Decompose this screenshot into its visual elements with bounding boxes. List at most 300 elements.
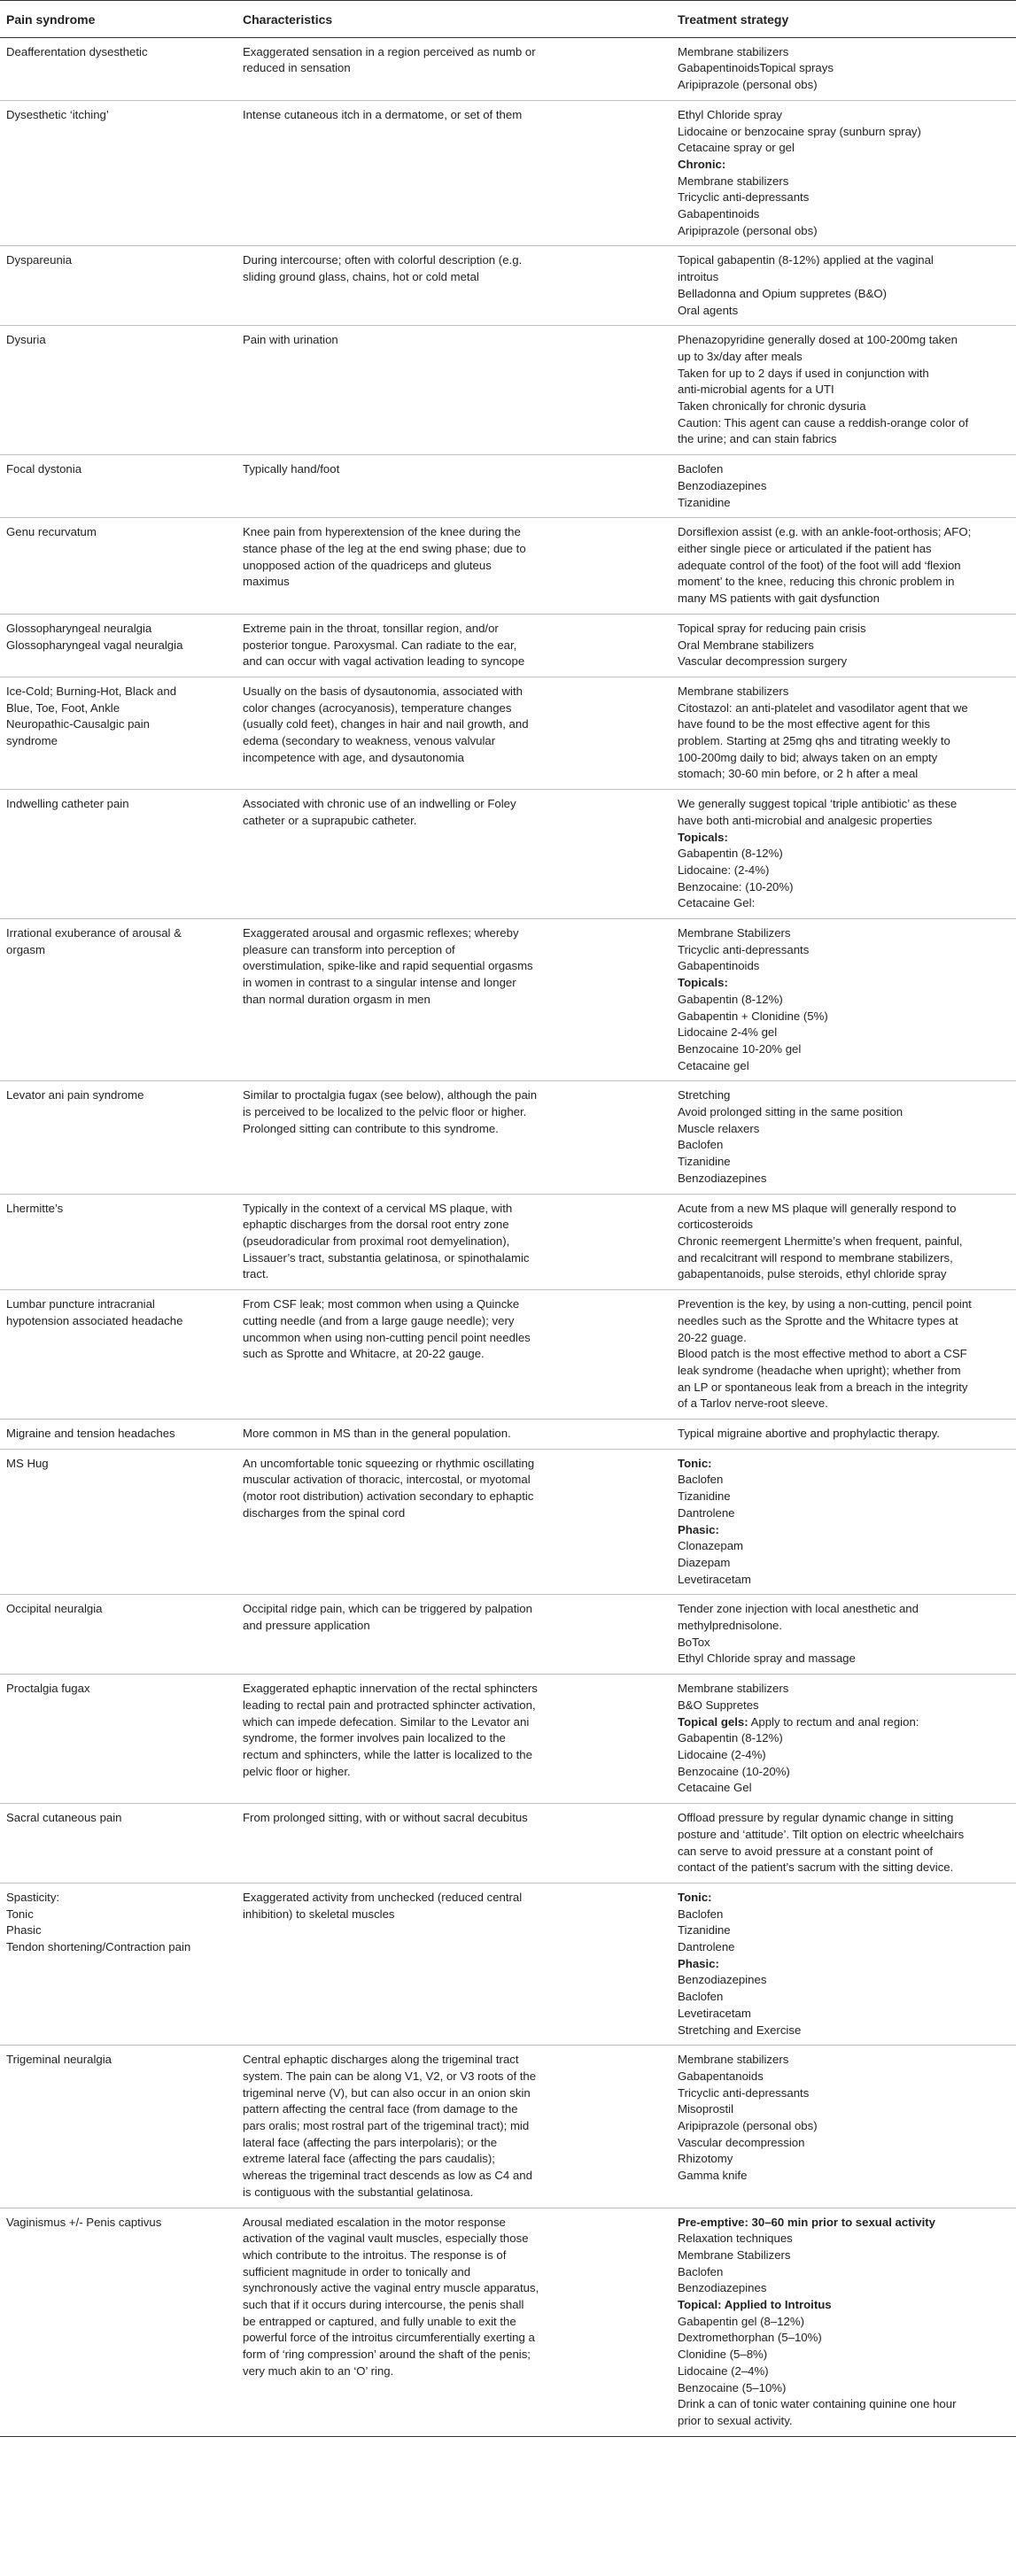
- pain-syndrome-line: Tonic: [6, 1907, 34, 1921]
- pain-syndrome-line: Ice-Cold; Burning-Hot, Black and: [6, 684, 177, 698]
- characteristics-line: edema (secondary to weakness, venous valvular: [243, 734, 496, 748]
- table-row: [0, 790, 1016, 919]
- treatment-line: We generally suggest topical ‘triple antibiotic’ as these: [678, 797, 958, 811]
- treatment-subheading-note: Apply to rectum and anal region:: [748, 1714, 919, 1729]
- treatment-line: Tizanidine: [678, 1923, 731, 1938]
- pain-syndrome-line: Levator ani pain syndrome: [6, 1088, 144, 1102]
- treatment-subheading: Chronic:: [678, 157, 726, 171]
- pain-syndrome-cell: [0, 919, 237, 1081]
- table-row: [0, 677, 1016, 789]
- pain-syndrome-line: Vaginismus +/- Penis captivus: [6, 2215, 162, 2229]
- characteristics-line: is perceived to be localized to the pelvic floor or higher.: [243, 1105, 527, 1119]
- pain-syndrome-cell: [0, 614, 237, 677]
- characteristics-line: color changes (acrocyanosis), temperature changes: [243, 700, 512, 715]
- characteristics-line: ephaptic discharges from the dorsal root entry zone: [243, 1218, 509, 1232]
- treatment-line: Benzodiazepines: [678, 1171, 767, 1185]
- characteristics-cell: [237, 246, 671, 326]
- treatment-line: Lidocaine: (2-4%): [678, 863, 770, 877]
- pain-syndrome-cell: [0, 677, 237, 789]
- characteristics-cell: [237, 1449, 671, 1595]
- pain-syndrome-cell: [0, 246, 237, 326]
- characteristics-line: is contiguous with the substantial gelatinosa.: [243, 2185, 474, 2199]
- pain-syndrome-line: Phasic: [6, 1923, 42, 1938]
- pain-syndrome-cell: [0, 790, 237, 919]
- table-row: [0, 919, 1016, 1081]
- treatment-line: Topical gabapentin (8-12%) applied at the vaginal: [678, 253, 934, 267]
- treatment-line: Acute from a new MS plaque will generally respond to: [678, 1201, 957, 1215]
- pain-syndrome-line: Migraine and tension headaches: [6, 1427, 175, 1441]
- treatment-line: Drink a can of tonic water containing quinine one hour: [678, 2397, 957, 2411]
- characteristics-line: sufficient magnitude in order to tonically and: [243, 2264, 471, 2278]
- characteristics-line: Exaggerated arousal and orgasmic reflexes; whereby: [243, 926, 519, 940]
- pain-syndrome-line: Indwelling catheter pain: [6, 797, 129, 811]
- characteristics-line: inhibition) to skeletal muscles: [243, 1907, 395, 1921]
- treatment-line: Oral Membrane stabilizers: [678, 638, 814, 652]
- treatment-cell: [671, 919, 1016, 1081]
- characteristics-cell: [237, 100, 671, 246]
- treatment-line: Benzocaine 10-20% gel: [678, 1041, 802, 1056]
- treatment-line: have found to be the most effective agent for this: [678, 717, 930, 731]
- treatment-line: anti-microbial agents for a UTI: [678, 383, 834, 397]
- characteristics-line: sliding ground glass, chains, hot or cold metal: [243, 270, 479, 284]
- pain-syndrome-line: orgasm: [6, 942, 45, 956]
- treatment-cell: [671, 1449, 1016, 1595]
- treatment-line: Gamma knife: [678, 2169, 748, 2183]
- table-row: [0, 614, 1016, 677]
- pain-syndrome-cell: [0, 1290, 237, 1420]
- treatment-line: 20-22 guage.: [678, 1330, 747, 1344]
- treatment-line: posture and ‘attitude’. Tilt option on electric wheelchairs: [678, 1827, 965, 1841]
- treatment-line: have both anti-microbial and analgesic properties: [678, 813, 933, 827]
- characteristics-line: cutting needle (and from a large gauge needle); very: [243, 1313, 515, 1327]
- treatment-line: Stretching: [678, 1088, 731, 1102]
- pain-syndrome-line: Tendon shortening/Contraction pain: [6, 1940, 191, 1954]
- table-row: [0, 1290, 1016, 1420]
- characteristics-cell: [237, 2046, 671, 2208]
- characteristics-line: Usually on the basis of dysautonomia, associated with: [243, 684, 523, 698]
- treatment-line: the urine; and can stain fabrics: [678, 432, 837, 446]
- pain-syndrome-line: Sacral cutaneous pain: [6, 1811, 122, 1825]
- treatment-line: Typical migraine abortive and prophylactic therapy.: [678, 1427, 940, 1441]
- treatment-cell: [671, 614, 1016, 677]
- treatment-cell: [671, 2208, 1016, 2436]
- treatment-line: problem. Starting at 25mg qhs and titrating weekly to: [678, 734, 950, 748]
- treatment-line: Cetacaine Gel:: [678, 896, 756, 910]
- column-header-pain-syndrome: Pain syndrome: [0, 1, 237, 38]
- treatment-line: adequate control of the foot) of the foot will add ‘flexion: [678, 558, 961, 572]
- treatment-line: gabapentanoids, pulse steroids, ethyl chloride spray: [678, 1267, 947, 1281]
- characteristics-cell: [237, 37, 671, 100]
- treatment-subheading: Phasic:: [678, 1956, 719, 1970]
- treatment-line: Gabapentin (8-12%): [678, 992, 783, 1006]
- treatment-line: Dantrolene: [678, 1505, 735, 1520]
- treatment-line: Ethyl Chloride spray and massage: [678, 1652, 856, 1666]
- treatment-line: Clonidine (5–8%): [678, 2348, 768, 2362]
- pain-syndrome-line: Blue, Toe, Foot, Ankle: [6, 700, 120, 715]
- treatment-line: Cetacaine gel: [678, 1058, 749, 1072]
- pain-syndrome-line: Irrational exuberance of arousal &: [6, 926, 182, 940]
- table-row: [0, 2046, 1016, 2208]
- treatment-line: Offload pressure by regular dynamic change in sitting: [678, 1811, 954, 1825]
- treatment-line: Benzocaine: (10-20%): [678, 879, 794, 893]
- table-row: [0, 37, 1016, 100]
- treatment-line: Membrane stabilizers: [678, 2053, 789, 2067]
- pain-syndrome-cell: [0, 1081, 237, 1194]
- characteristics-line: trigeminal nerve (V), but can also occur in an onion skin: [243, 2085, 531, 2100]
- treatment-line: leak syndrome (headache when upright); whether from: [678, 1363, 961, 1377]
- pain-syndrome-line: syndrome: [6, 734, 58, 748]
- treatment-subheading: Pre-emptive: 30–60 min prior to sexual activity: [678, 2215, 935, 2229]
- treatment-line: Citostazol: an anti-platelet and vasodilator agent that we: [678, 700, 968, 715]
- treatment-line: Topical spray for reducing pain crisis: [678, 621, 866, 635]
- table-row: [0, 326, 1016, 455]
- treatment-line: Blood patch is the most effective method to abort a CSF: [678, 1347, 967, 1361]
- treatment-line: stomach; 30-60 min before, or 2 h after a meal: [678, 767, 919, 781]
- treatment-line: Membrane Stabilizers: [678, 2247, 791, 2262]
- treatment-line: Tricyclic anti-depressants: [678, 190, 810, 205]
- pain-syndrome-line: Dysesthetic ‘itching’: [6, 107, 109, 121]
- treatment-line: Oral agents: [678, 303, 739, 317]
- treatment-cell: [671, 1595, 1016, 1675]
- characteristics-cell: [237, 677, 671, 789]
- characteristics-cell: [237, 518, 671, 615]
- treatment-line: Dantrolene: [678, 1940, 735, 1954]
- treatment-line: Benzodiazepines: [678, 478, 767, 492]
- treatment-line: Tizanidine: [678, 1155, 731, 1169]
- treatment-line: Phenazopyridine generally dosed at 100-200mg taken: [678, 333, 958, 347]
- treatment-line: Benzodiazepines: [678, 2281, 767, 2295]
- treatment-line: Dorsiflexion assist (e.g. with an ankle-foot-orthosis; AFO;: [678, 525, 972, 539]
- characteristics-line: An uncomfortable tonic squeezing or rhythmic oscillating: [243, 1456, 535, 1470]
- characteristics-line: Prolonged sitting can contribute to this syndrome.: [243, 1121, 499, 1135]
- treatment-cell: [671, 1883, 1016, 2045]
- pain-syndrome-line: Dysuria: [6, 333, 46, 347]
- pain-syndrome-cell: [0, 37, 237, 100]
- treatment-line: Lidocaine or benzocaine spray (sunburn spray): [678, 124, 921, 138]
- characteristics-line: very much akin to an ‘O’ ring.: [243, 2363, 394, 2378]
- table-header-row: [0, 1, 1016, 38]
- treatment-line: Prevention is the key, by using a non-cutting, pencil point: [678, 1297, 972, 1311]
- characteristics-cell: [237, 614, 671, 677]
- treatment-line: 100-200mg daily to bid; always taken on an empty: [678, 750, 938, 764]
- pain-syndrome-cell: [0, 326, 237, 455]
- treatment-line: Aripiprazole (personal obs): [678, 78, 818, 92]
- table-row: [0, 1883, 1016, 2045]
- characteristics-line: muscular activation of thoracic, intercostal, or myotomal: [243, 1473, 531, 1487]
- characteristics-line: pattern affecting the central face (from damage to the: [243, 2102, 518, 2116]
- pain-syndrome-cell: [0, 100, 237, 246]
- treatment-line: contact of the patient’s sacrum with the sitting device.: [678, 1860, 954, 1875]
- characteristics-line: catheter or a suprapubic catheter.: [243, 813, 417, 827]
- treatment-line: Tricyclic anti-depressants: [678, 942, 810, 956]
- treatment-line: can serve to avoid pressure at a constant point of: [678, 1844, 934, 1858]
- characteristics-line: pleasure can transform into perception of: [243, 942, 455, 956]
- treatment-line: Avoid prolonged sitting in the same position: [678, 1105, 904, 1119]
- treatment-line: many MS patients with gait dysfunction: [678, 592, 880, 606]
- treatment-line: Baclofen: [678, 1473, 724, 1487]
- treatment-cell: [671, 455, 1016, 518]
- pain-syndrome-cell: [0, 518, 237, 615]
- treatment-line: Gabapentinoids: [678, 207, 760, 221]
- characteristics-line: Knee pain from hyperextension of the knee during the: [243, 525, 521, 539]
- characteristics-line: Arousal mediated escalation in the motor response: [243, 2215, 506, 2229]
- treatment-line: Benzodiazepines: [678, 1973, 767, 1987]
- characteristics-line: stance phase of the leg at the end swing phase; due to: [243, 541, 526, 555]
- characteristics-cell: [237, 1420, 671, 1450]
- characteristics-line: Associated with chronic use of an indwelling or Foley: [243, 797, 516, 811]
- characteristics-line: Exaggerated activity from unchecked (reduced central: [243, 1890, 523, 1904]
- pain-syndrome-line: Occipital neuralgia: [6, 1602, 103, 1616]
- table-row: [0, 1081, 1016, 1194]
- treatment-line: Baclofen: [678, 1907, 724, 1921]
- characteristics-line: From CSF leak; most common when using a Quincke: [243, 1297, 520, 1311]
- treatment-line: Chronic reemergent Lhermitte’s when frequent, painful,: [678, 1234, 963, 1248]
- table-row: [0, 455, 1016, 518]
- treatment-line: Gabapentinoids: [678, 959, 760, 973]
- treatment-cell: [671, 1081, 1016, 1194]
- treatment-line: Lidocaine (2–4%): [678, 2363, 769, 2378]
- treatment-line: Aripiprazole (personal obs): [678, 2119, 818, 2133]
- treatment-line: either single piece or articulated if the patient has: [678, 541, 932, 555]
- characteristics-line: system. The pain can be along V1, V2, or V3 roots of the: [243, 2069, 537, 2083]
- treatment-line: corticosteroids: [678, 1218, 754, 1232]
- characteristics-line: pelvic floor or higher.: [243, 1764, 351, 1778]
- treatment-subheading: Topical: Applied to Introitus: [678, 2298, 832, 2312]
- characteristics-line: (pseudoradicular from proximal root demyelination),: [243, 1234, 510, 1248]
- treatment-line: Membrane stabilizers: [678, 174, 789, 188]
- pain-syndrome-line: Genu recurvatum: [6, 525, 97, 539]
- treatment-line: and recalcitrant will respond to membrane stabilizers,: [678, 1250, 953, 1265]
- pain-syndrome-line: Deafferentation dysesthetic: [6, 44, 148, 58]
- characteristics-cell: [237, 1883, 671, 2045]
- characteristics-cell: [237, 919, 671, 1081]
- characteristics-line: pars oralis; most rostral part of the trigeminal tract); mid: [243, 2119, 530, 2133]
- characteristics-cell: [237, 326, 671, 455]
- treatment-line: Taken chronically for chronic dysuria: [678, 399, 866, 414]
- pain-syndrome-cell: [0, 2046, 237, 2208]
- treatment-line: methylprednisolone.: [678, 1619, 783, 1633]
- characteristics-line: syndrome, the former involves pain localized to the: [243, 1731, 506, 1745]
- treatment-subheading: [678, 1714, 1007, 1731]
- characteristics-line: powerful force of the introitus circumferentially exerting a: [243, 2331, 535, 2345]
- treatment-line: Gabapentin (8-12%): [678, 1731, 783, 1745]
- characteristics-line: maximus: [243, 575, 290, 589]
- characteristics-line: During intercourse; often with colorful description (e.g.: [243, 253, 523, 267]
- treatment-cell: [671, 326, 1016, 455]
- table-row: [0, 1449, 1016, 1595]
- treatment-line: GabapentinoidsTopical sprays: [678, 61, 834, 75]
- characteristics-line: Typically hand/foot: [243, 462, 340, 476]
- treatment-line: Cetacaine spray or gel: [678, 141, 795, 155]
- treatment-line: Gabapentin + Clonidine (5%): [678, 1009, 828, 1023]
- treatment-line: Cetacaine Gel: [678, 1781, 752, 1795]
- treatment-line: Taken for up to 2 days if used in conjunction with: [678, 366, 929, 380]
- characteristics-line: and can occur with vagal activation leading to syncope: [243, 654, 525, 669]
- treatment-line: Aripiprazole (personal obs): [678, 223, 818, 237]
- pain-syndrome-line: MS Hug: [6, 1456, 49, 1470]
- treatment-cell: [671, 1194, 1016, 1290]
- table-row: [0, 246, 1016, 326]
- table-row: [0, 2208, 1016, 2436]
- characteristics-line: such as Sprotte and Whitacre, at 20-22 gauge.: [243, 1347, 485, 1361]
- treatment-subheading: Topicals:: [678, 976, 728, 990]
- treatment-line: Vascular decompression: [678, 2135, 805, 2149]
- treatment-subheading-label: Topical gels:: [678, 1714, 748, 1729]
- treatment-line: Gabapentin (8-12%): [678, 847, 783, 861]
- characteristics-line: unopposed action of the quadriceps and gluteus: [243, 558, 492, 572]
- treatment-line: Gabapentanoids: [678, 2069, 764, 2083]
- characteristics-line: which can impede defecation. Similar to the Levator ani: [243, 1714, 530, 1729]
- characteristics-line: whereas the trigeminal tract descends as low as C4 and: [243, 2169, 532, 2183]
- treatment-cell: [671, 246, 1016, 326]
- treatment-line: Membrane stabilizers: [678, 684, 789, 698]
- treatment-line: introitus: [678, 270, 719, 284]
- treatment-line: Levetiracetam: [678, 2006, 751, 2020]
- treatment-line: BoTox: [678, 1635, 710, 1649]
- characteristics-line: synchronously active the vaginal entry muscle apparatus,: [243, 2281, 539, 2295]
- pain-syndrome-cell: [0, 1194, 237, 1290]
- table-row: [0, 1595, 1016, 1675]
- treatment-line: Baclofen: [678, 1990, 724, 2004]
- table-row: [0, 1194, 1016, 1290]
- characteristics-cell: [237, 1081, 671, 1194]
- treatment-line: Ethyl Chloride spray: [678, 107, 783, 121]
- treatment-line: Rhizotomy: [678, 2152, 733, 2166]
- treatment-line: Belladonna and Opium suppretes (B&O): [678, 286, 888, 300]
- treatment-line: moment’ to the knee, reducing this chronic problem in: [678, 575, 955, 589]
- pain-syndrome-line: Spasticity:: [6, 1890, 60, 1904]
- pain-syndrome-cell: [0, 1449, 237, 1595]
- treatment-line: Tizanidine: [678, 495, 731, 509]
- pain-syndrome-line: hypotension associated headache: [6, 1313, 183, 1327]
- pain-syndrome-line: Glossopharyngeal neuralgia: [6, 621, 152, 635]
- characteristics-line: and pressure application: [243, 1619, 370, 1633]
- characteristics-line: posterior tongue. Paroxysmal. Can radiate to the ear,: [243, 638, 517, 652]
- characteristics-line: tract.: [243, 1267, 269, 1281]
- treatment-line: Benzocaine (10-20%): [678, 1764, 790, 1778]
- characteristics-line: lateral face (affecting the pars interpolaris); or the: [243, 2135, 498, 2149]
- characteristics-line: Occipital ridge pain, which can be triggered by palpation: [243, 1602, 532, 1616]
- characteristics-line: form of ‘ring compression’ around the shaft of the penis;: [243, 2348, 531, 2362]
- treatment-line: Clonazepam: [678, 1539, 744, 1553]
- treatment-cell: [671, 1420, 1016, 1450]
- characteristics-line: leading to rectal pain and protracted sphincter activation,: [243, 1698, 536, 1712]
- characteristics-line: More common in MS than in the general population.: [243, 1427, 511, 1441]
- treatment-line: B&O Suppretes: [678, 1698, 759, 1712]
- characteristics-line: Extreme pain in the throat, tonsillar region, and/or: [243, 621, 499, 635]
- characteristics-line: in women in contrast to a singular intense and longer: [243, 976, 516, 990]
- characteristics-cell: [237, 2208, 671, 2436]
- table-row: [0, 100, 1016, 246]
- characteristics-line: Typically in the context of a cervical MS plaque, with: [243, 1201, 513, 1215]
- pain-syndrome-cell: [0, 1883, 237, 2045]
- treatment-line: an LP or spontaneous leak from a breach in the integrity: [678, 1380, 968, 1394]
- characteristics-line: which contribute to the introitus. The response is of: [243, 2247, 507, 2262]
- treatment-line: Levetiracetam: [678, 1572, 751, 1586]
- pain-syndrome-line: Glossopharyngeal vagal neuralgia: [6, 638, 183, 652]
- pain-syndrome-line: Dyspareunia: [6, 253, 73, 267]
- characteristics-line: activation of the vaginal vault muscles, especially those: [243, 2232, 529, 2246]
- characteristics-line: Similar to proctalgia fugax (see below), although the pain: [243, 1088, 538, 1102]
- treatment-cell: [671, 1290, 1016, 1420]
- table-row: [0, 1675, 1016, 1804]
- treatment-subheading: Tonic:: [678, 1456, 712, 1470]
- treatment-line: Lidocaine (2-4%): [678, 1747, 766, 1761]
- treatment-subheading: Tonic:: [678, 1890, 712, 1904]
- characteristics-line: be entrapped or captured, and fully unable to exit the: [243, 2314, 516, 2328]
- characteristics-cell: [237, 1194, 671, 1290]
- treatment-line: needles such as the Sprotte and the Whitacre types at: [678, 1313, 958, 1327]
- treatment-line: Tricyclic anti-depressants: [678, 2085, 810, 2100]
- treatment-line: Membrane stabilizers: [678, 44, 789, 58]
- pain-syndrome-line: Focal dystonia: [6, 462, 82, 476]
- characteristics-line: Lissauer’s tract, substantia gelatinosa, or spinothalamic: [243, 1250, 530, 1265]
- treatment-line: Membrane stabilizers: [678, 1682, 789, 1696]
- treatment-line: Benzocaine (5–10%): [678, 2380, 787, 2394]
- treatment-line: Misoprostil: [678, 2102, 734, 2116]
- pain-syndrome-cell: [0, 2208, 237, 2436]
- treatment-subheading: Phasic:: [678, 1522, 719, 1536]
- characteristics-line: reduced in sensation: [243, 61, 351, 75]
- treatment-cell: [671, 1804, 1016, 1884]
- treatment-cell: [671, 518, 1016, 615]
- pain-syndrome-cell: [0, 1420, 237, 1450]
- treatment-cell: [671, 2046, 1016, 2208]
- treatment-line: Baclofen: [678, 2264, 724, 2278]
- treatment-line: Tender zone injection with local anesthetic and: [678, 1602, 919, 1616]
- column-header-characteristics: Characteristics: [237, 1, 671, 38]
- treatment-line: Baclofen: [678, 1138, 724, 1152]
- pain-syndrome-line: Neuropathic-Causalgic pain: [6, 717, 151, 731]
- characteristics-cell: [237, 455, 671, 518]
- pain-syndrome-line: Proctalgia fugax: [6, 1682, 90, 1696]
- treatment-line: Gabapentin gel (8–12%): [678, 2314, 804, 2328]
- pain-syndrome-line: Lhermitte’s: [6, 1201, 64, 1215]
- characteristics-line: (motor root distribution) activation secondary to ephaptic: [243, 1489, 534, 1504]
- treatment-line: Muscle relaxers: [678, 1121, 760, 1135]
- treatment-line: Membrane Stabilizers: [678, 926, 791, 940]
- characteristics-line: Central ephaptic discharges along the trigeminal tract: [243, 2053, 519, 2067]
- characteristics-line: From prolonged sitting, with or without sacral decubitus: [243, 1811, 528, 1825]
- treatment-line: Diazepam: [678, 1555, 731, 1569]
- treatment-line: of a Tarlov nerve-root sleeve.: [678, 1396, 828, 1411]
- characteristics-line: than normal duration orgasm in men: [243, 992, 430, 1006]
- characteristics-line: Intense cutaneous itch in a dermatome, or set of them: [243, 107, 523, 121]
- treatment-cell: [671, 790, 1016, 919]
- table-row: [0, 1420, 1016, 1450]
- pain-syndrome-line: Trigeminal neuralgia: [6, 2053, 112, 2067]
- treatment-line: Caution: This agent can cause a reddish-orange color of: [678, 415, 969, 429]
- characteristics-line: overstimulation, spike-like and rapid sequential orgasms: [243, 959, 533, 973]
- characteristics-cell: [237, 1290, 671, 1420]
- characteristics-line: Pain with urination: [243, 333, 338, 347]
- pain-syndrome-cell: [0, 1804, 237, 1884]
- treatment-cell: [671, 100, 1016, 246]
- treatment-line: Tizanidine: [678, 1489, 731, 1504]
- treatment-cell: [671, 677, 1016, 789]
- treatment-line: Baclofen: [678, 462, 724, 476]
- pain-syndrome-cell: [0, 1675, 237, 1804]
- characteristics-cell: [237, 1595, 671, 1675]
- characteristics-cell: [237, 1804, 671, 1884]
- characteristics-line: discharges from the spinal cord: [243, 1505, 406, 1520]
- treatment-cell: [671, 37, 1016, 100]
- characteristics-cell: [237, 790, 671, 919]
- treatment-line: Vascular decompression surgery: [678, 654, 848, 669]
- pain-syndrome-line: Lumbar puncture intracranial: [6, 1297, 155, 1311]
- characteristics-line: extreme lateral face (affecting the pars caudalis);: [243, 2152, 495, 2166]
- characteristics-line: (usually cold feet), changes in hair and nail growth, and: [243, 717, 529, 731]
